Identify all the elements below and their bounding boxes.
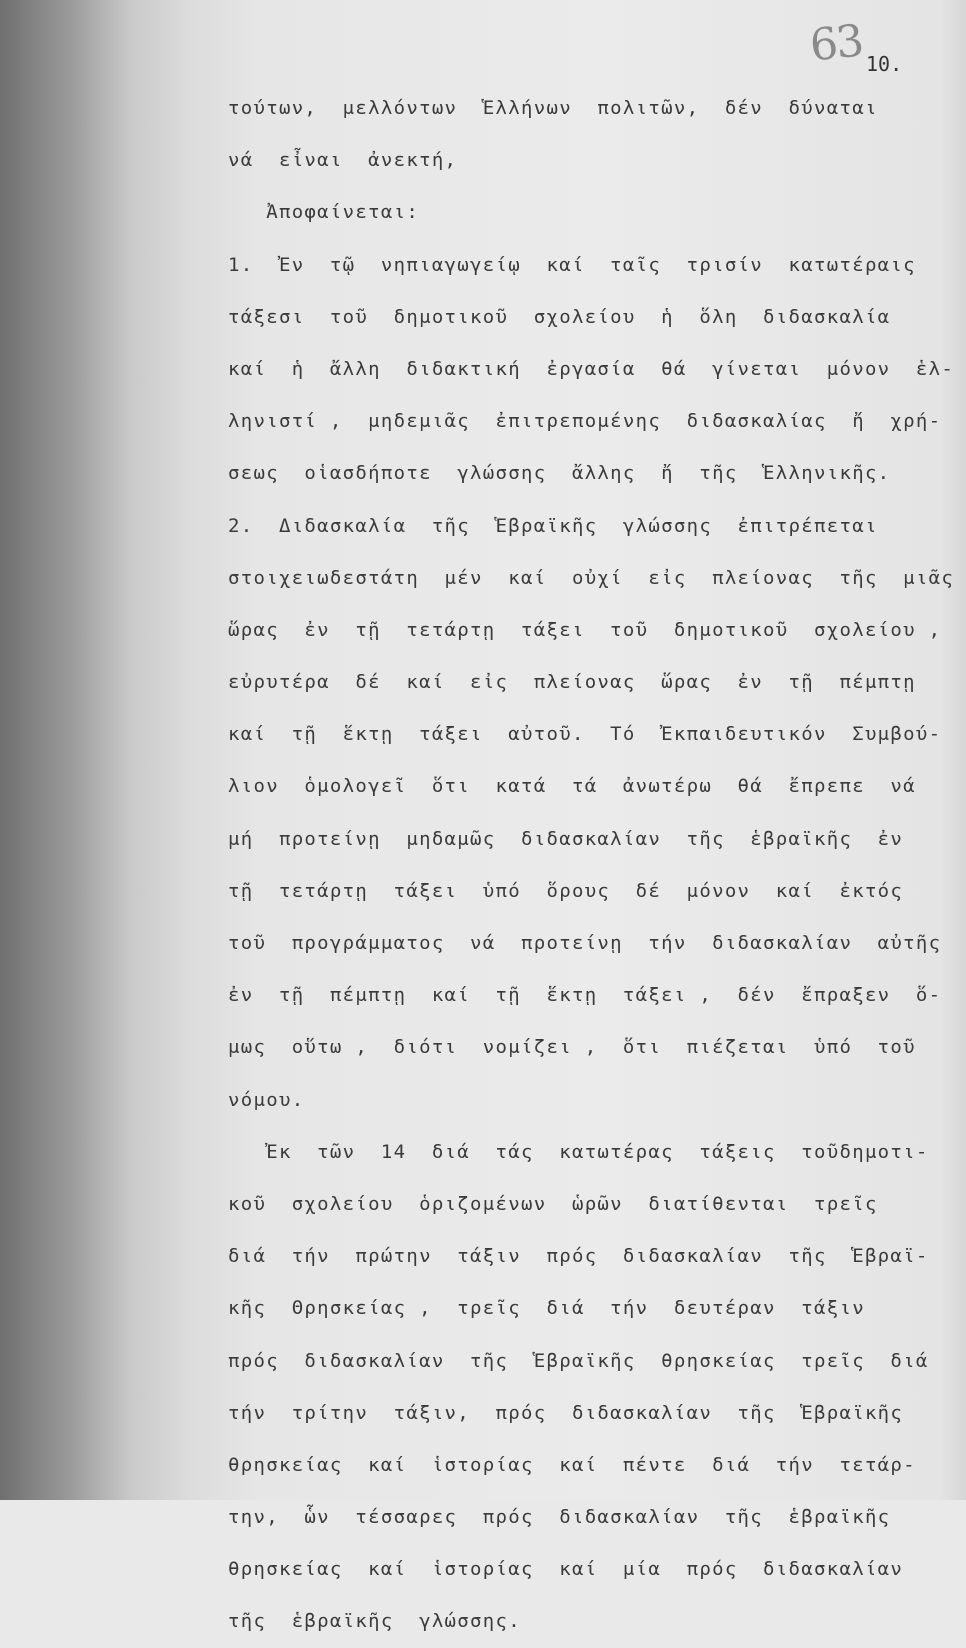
text-line: στοιχειωδεστάτη μέν καί οὐχί εἰς πλείονας τῆς μιᾶς <box>228 566 955 589</box>
text-line: νά εἶναι ἀνεκτή, <box>228 149 458 172</box>
text-line: τήν τρίτην τάξιν, πρός διδασκαλίαν τῆς Ἑβραϊκῆς <box>228 1401 904 1424</box>
text-line: Ἐκ τῶν 14 διά τάς κατωτέρας τάξεις τοῦδημοτι- <box>228 1140 929 1163</box>
text-line: ληνιστί , μηδεμιᾶς ἐπιτρεπομένης διδασκαλίας ἤ χρή- <box>228 410 942 433</box>
text-line: τῇ τετάρτῃ τάξει ὑπό ὅρους δέ μόνον καί ἐκτός <box>228 879 904 902</box>
text-line: τάξεσι τοῦ δημοτικοῦ σχολείου ἡ ὅλη διδασκαλία <box>228 305 891 328</box>
text-line: μή προτείνῃ μηδαμῶς διδασκαλίαν τῆς ἑβραϊκῆς ἐν <box>228 827 904 850</box>
text-line: διά τήν πρώτην τάξιν πρός διδασκαλίαν τῆς Ἑβραϊ- <box>228 1245 929 1268</box>
text-line: 1. Ἐν τῷ νηπιαγωγείῳ καί ταῖς τρισίν κατωτέραις <box>228 253 916 276</box>
text-line: την, ὧν τέσσαρες πρός διδασκαλίαν τῆς ἑβραϊκῆς <box>228 1506 891 1529</box>
text-line: νόμου. <box>228 1088 305 1111</box>
typed-text-body <box>228 82 958 1648</box>
page-number: 10. <box>866 52 903 76</box>
text-line: ἐν τῇ πέμπτῃ καί τῇ ἕκτῃ τάξει , δέν ἔπραξεν ὅ- <box>228 984 942 1007</box>
text-line: ὥρας ἐν τῇ τετάρτῃ τάξει τοῦ δημοτικοῦ σχολείου , <box>228 618 942 641</box>
text-line: κοῦ σχολείου ὁριζομένων ὡρῶν διατίθενται τρεῖς <box>228 1192 878 1215</box>
text-line: καί ἡ ἄλλη διδακτική ἐργασία θά γίνεται μόνον ἑλ- <box>228 357 955 380</box>
handwritten-folio-mark: 63 <box>807 15 865 72</box>
text-line: θρησκείας καί ἱστορίας καί μία πρός διδασκαλίαν <box>228 1558 904 1581</box>
text-line: 2. Διδασκαλία τῆς Ἑβραϊκῆς γλώσσης ἐπιτρέπεται <box>228 514 878 537</box>
text-line: Ἀποφαίνεται: <box>228 201 420 224</box>
text-line: τοῦ προγράμματος νά προτείνῃ τήν διδασκαλίαν αὐτῆς <box>228 932 942 954</box>
text-line: λιον ὁμολογεῖ ὅτι κατά τά ἀνωτέρω θά ἔπρεπε νά <box>228 775 916 798</box>
text-line: σεως οἱασδήποτε γλώσσης ἄλλης ἤ τῆς Ἑλληνικῆς. <box>228 462 891 485</box>
text-line: καί τῇ ἕκτῃ τάξει αὐτοῦ. Τό Ἐκπαιδευτικόν Συμβού- <box>228 723 942 746</box>
text-line: κῆς Θρησκείας , τρεῖς διά τήν δευτέραν τάξιν <box>228 1297 865 1320</box>
text-line: εὐρυτέρα δέ καί εἰς πλείονας ὥρας ἐν τῇ πέμπτῃ <box>228 671 916 694</box>
text-line: μως οὕτω , διότι νομίζει , ὅτι πιέζεται ὑπό τοῦ <box>228 1036 916 1059</box>
text-line: πρός διδασκαλίαν τῆς Ἑβραϊκῆς θρησκείας τρεῖς διά <box>228 1349 929 1372</box>
text-line: τούτων, μελλόντων Ἑλλήνων πολιτῶν, δέν δύναται <box>228 97 878 119</box>
text-line: τῆς ἑβραϊκῆς γλώσσης. <box>228 1610 521 1633</box>
text-line: θρησκείας καί ἱστορίας καί πέντε διά τήν τετάρ- <box>228 1453 916 1476</box>
